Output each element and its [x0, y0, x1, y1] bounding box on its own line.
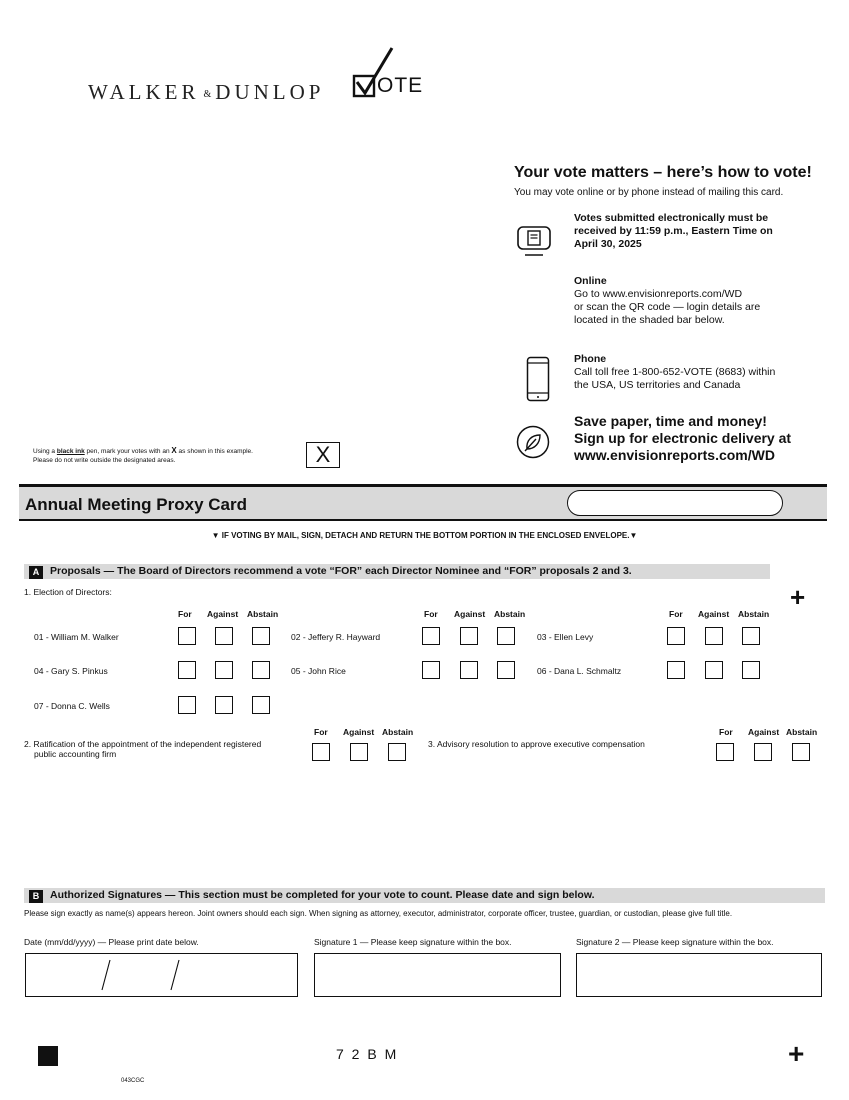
phone-title: Phone	[574, 353, 607, 365]
online-line: located in the shaded bar below.	[574, 314, 725, 326]
section-b-tag: B	[29, 890, 43, 903]
col-against: Against	[343, 727, 375, 737]
instr-text: as shown in this example.	[176, 448, 253, 455]
nominee-04-for-checkbox[interactable]	[178, 661, 196, 679]
online-line: or scan the QR code — login details are	[574, 301, 761, 313]
section-b-title: Authorized Signatures — This section must be completed for your vote to count. Please date and sign below.	[50, 889, 595, 901]
online-title: Online	[574, 275, 607, 287]
col-for: For	[424, 609, 438, 619]
brand-right: DUNLOP	[215, 80, 325, 104]
nominee-06-against-checkbox[interactable]	[705, 661, 723, 679]
banner-title: Annual Meeting Proxy Card	[25, 495, 247, 514]
election-label: 1. Election of Directors:	[24, 587, 112, 597]
small-code: 043CGC	[121, 1078, 145, 1084]
nominee-label: 04 - Gary S. Pinkus	[34, 666, 108, 676]
section-a-title: Proposals — The Board of Directors recommend a vote “FOR” each Director Nominee and “FOR” proposals 2 and 3.	[50, 565, 632, 577]
brand-left: WALKER	[88, 80, 200, 104]
nominee-05-abstain-checkbox[interactable]	[497, 661, 515, 679]
instr-text: Using a	[33, 448, 57, 455]
proposal-2-line: 2. Ratification of the appointment of the independent registered	[24, 739, 262, 749]
nominee-label: 05 - John Rice	[291, 666, 346, 676]
proposal-2-abstain-checkbox[interactable]	[388, 743, 406, 761]
deadline-line: received by 11:59 p.m., Eastern Time on	[574, 225, 773, 237]
computer-icon	[516, 225, 552, 264]
vote-headline: Your vote matters – here’s how to vote!	[514, 164, 812, 181]
phone-icon	[526, 356, 550, 407]
nominee-02-against-checkbox[interactable]	[460, 627, 478, 645]
date-label: Date (mm/dd/yyyy) — Please print date below.	[24, 937, 199, 947]
nominee-03-against-checkbox[interactable]	[705, 627, 723, 645]
nominee-07-for-checkbox[interactable]	[178, 696, 196, 714]
date-separators	[26, 954, 296, 995]
online-line: Go to www.envisionreports.com/WD	[574, 288, 743, 300]
col-against: Against	[454, 609, 486, 619]
save-line: www.envisionreports.com/WD	[574, 447, 775, 463]
nominee-label: 07 - Donna C. Wells	[34, 701, 110, 711]
nominee-06-for-checkbox[interactable]	[667, 661, 685, 679]
col-for: For	[669, 609, 683, 619]
company-logo	[88, 80, 324, 105]
nominee-07-abstain-checkbox[interactable]	[252, 696, 270, 714]
vote-logo	[352, 44, 442, 100]
vote-word: OTE	[377, 74, 424, 97]
nominee-label: 06 - Dana L. Schmaltz	[537, 666, 622, 676]
deadline-line: Votes submitted electronically must be	[574, 212, 769, 224]
nominee-02-for-checkbox[interactable]	[422, 627, 440, 645]
signature-2-label: Signature 2 — Please keep signature within the box.	[576, 937, 774, 947]
nominee-label: 03 - Ellen Levy	[537, 632, 594, 642]
phone-block	[574, 353, 775, 392]
col-abstain: Abstain	[738, 609, 770, 619]
instr-line2: Please do not write outside the designated areas.	[33, 457, 176, 464]
nominee-label: 01 - William M. Walker	[34, 632, 119, 642]
vote-subline: You may vote online or by phone instead of mailing this card.	[514, 187, 784, 198]
phone-line: Call toll free 1-800-652-VOTE (8683) within	[574, 366, 776, 378]
col-abstain: Abstain	[247, 609, 279, 619]
deadline-text	[574, 212, 773, 251]
col-for: For	[719, 727, 733, 737]
proposal-2-against-checkbox[interactable]	[350, 743, 368, 761]
save-paper-block	[574, 413, 791, 464]
phone-line: the USA, US territories and Canada	[574, 379, 741, 391]
col-against: Against	[207, 609, 239, 619]
example-mark-box: X	[306, 442, 340, 468]
control-number-box[interactable]	[567, 490, 783, 516]
signature-1-label: Signature 1 — Please keep signature within the box.	[314, 937, 512, 947]
mail-note: ▼ IF VOTING BY MAIL, SIGN, DETACH AND RETURN THE BOTTOM PORTION IN THE ENCLOSED ENVELOPE.▼	[211, 531, 638, 540]
nominee-07-against-checkbox[interactable]	[215, 696, 233, 714]
proposal-3-against-checkbox[interactable]	[754, 743, 772, 761]
nominee-01-against-checkbox[interactable]	[215, 627, 233, 645]
deadline-line: April 30, 2025	[574, 238, 642, 250]
registration-square	[38, 1046, 58, 1066]
nominee-02-abstain-checkbox[interactable]	[497, 627, 515, 645]
save-line: Save paper, time and money!	[574, 413, 767, 429]
online-block	[574, 275, 760, 327]
instr-x: X	[171, 446, 177, 455]
nominee-01-abstain-checkbox[interactable]	[252, 627, 270, 645]
proposal-2-for-checkbox[interactable]	[312, 743, 330, 761]
proposal-2-label	[24, 739, 261, 759]
section-a-tag: A	[29, 566, 43, 579]
date-field[interactable]	[25, 953, 298, 997]
nominee-label: 02 - Jeffery R. Hayward	[291, 632, 381, 642]
proposal-3-for-checkbox[interactable]	[716, 743, 734, 761]
save-line: Sign up for electronic delivery at	[574, 430, 792, 446]
form-code: 7 2 B M	[336, 1046, 399, 1062]
nominee-03-abstain-checkbox[interactable]	[742, 627, 760, 645]
registration-plus-bottom: +	[788, 1038, 805, 1069]
instr-text: pen, mark your votes with an	[84, 448, 172, 455]
col-against: Against	[748, 727, 780, 737]
registration-plus: +	[790, 582, 806, 612]
proposal-3-abstain-checkbox[interactable]	[792, 743, 810, 761]
col-abstain: Abstain	[494, 609, 526, 619]
col-abstain: Abstain	[382, 727, 414, 737]
nominee-05-against-checkbox[interactable]	[460, 661, 478, 679]
nominee-06-abstain-checkbox[interactable]	[742, 661, 760, 679]
proposal-2-line: public accounting firm	[34, 749, 117, 759]
nominee-04-abstain-checkbox[interactable]	[252, 661, 270, 679]
col-abstain: Abstain	[786, 727, 818, 737]
col-against: Against	[698, 609, 730, 619]
nominee-04-against-checkbox[interactable]	[215, 661, 233, 679]
nominee-01-for-checkbox[interactable]	[178, 627, 196, 645]
nominee-03-for-checkbox[interactable]	[667, 627, 685, 645]
banner-bottom-rule	[19, 519, 827, 521]
signature-2-field[interactable]	[576, 953, 822, 997]
col-for: For	[178, 609, 192, 619]
signature-instructions: Please sign exactly as name(s) appears hereon. Joint owners should each sign. When signing as attorney, executor, administrator, corporate officer, trustee, guardian, or custodian, please give full title.	[24, 909, 733, 918]
brand-amp: &	[203, 88, 212, 100]
leaf-icon	[516, 425, 550, 464]
proposal-3-label: 3. Advisory resolution to approve executive compensation	[428, 739, 645, 749]
ink-instructions	[33, 446, 253, 465]
nominee-05-for-checkbox[interactable]	[422, 661, 440, 679]
signature-1-field[interactable]	[314, 953, 561, 997]
col-for: For	[314, 727, 328, 737]
instr-black-ink: black ink	[56, 448, 85, 455]
